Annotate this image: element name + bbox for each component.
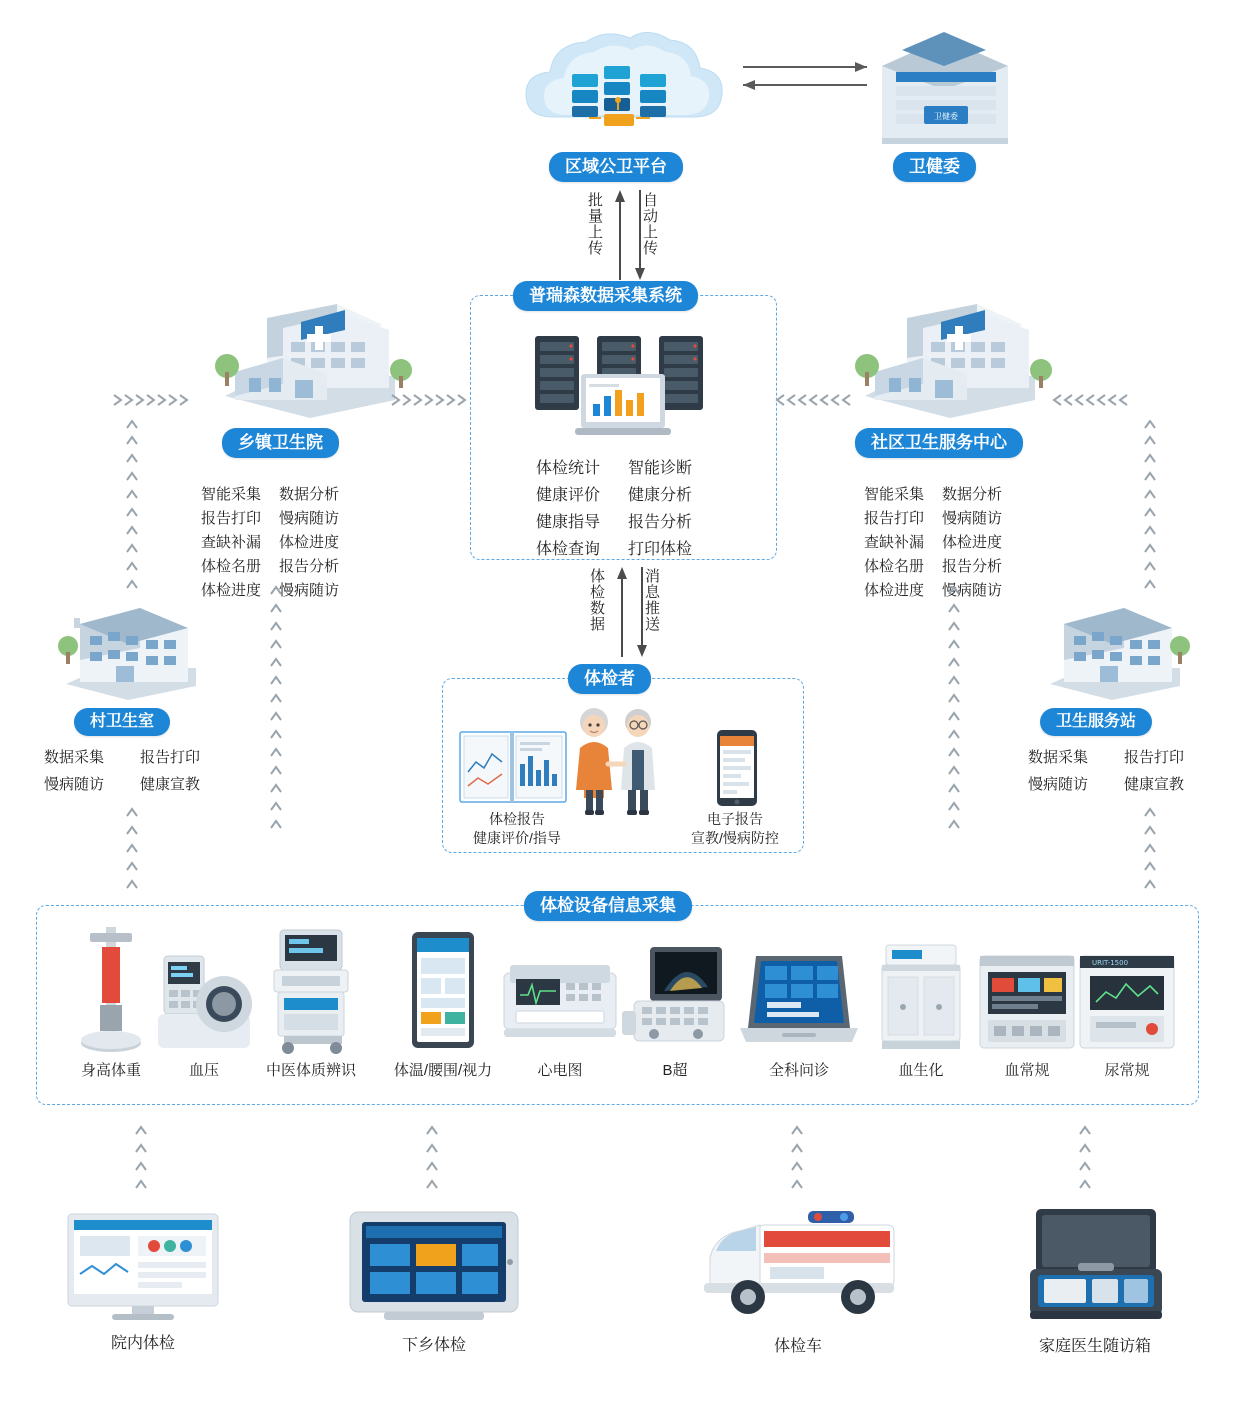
cloud-platform-icon — [508, 22, 738, 147]
device-blood-routine: 血常规 — [972, 952, 1082, 1080]
township-function-row: 报告打印 慢病随访 — [201, 510, 340, 527]
health-commission-icon — [872, 20, 1017, 148]
flow-label-message-push: 消息推送 — [643, 568, 660, 632]
node-label-village-clinic: 村卫生室 — [74, 708, 170, 736]
flow-label-exam-data: 体检数据 — [588, 568, 605, 632]
node-label-device-collection: 体检设备信息采集 — [524, 891, 692, 921]
scenario-in-hospital-exam: 院内体检 — [58, 1212, 228, 1353]
svg-text:卫健委: 卫健委 — [934, 112, 958, 121]
device-general-consultation: 全科问诊 — [734, 950, 864, 1080]
station-function-row: 慢病随访 健康宣教 — [1028, 776, 1185, 793]
flow-label-batch-upload: 批量上传 — [586, 192, 603, 256]
scenario-rural-exam: 下乡体检 — [344, 1208, 524, 1355]
flow-chevrons-vertical-far-right — [1142, 420, 1158, 590]
node-label-cloud-platform: 区域公卫平台 — [549, 152, 683, 182]
device-blood-biochemistry: 血生化 — [868, 935, 974, 1080]
mobile-report-icon — [714, 728, 760, 808]
node-label-community-center: 社区卫生服务中心 — [855, 428, 1023, 458]
device-urine-routine: URIT-1500 尿常规 — [1072, 952, 1182, 1080]
flow-chevrons-bottom-4 — [1077, 1120, 1093, 1190]
township-function-row: 体检进度 慢病随访 — [201, 582, 340, 599]
community-functions-list — [864, 483, 1020, 603]
community-function-row: 智能采集 数据分析 — [864, 486, 1003, 503]
flow-chevrons-bottom-2 — [424, 1120, 440, 1190]
flow-chevrons-left-outer — [112, 392, 192, 408]
node-label-township-hospital: 乡镇卫生院 — [222, 428, 339, 458]
node-label-service-station: 卫生服务站 — [1040, 708, 1152, 736]
device-ecg: 心电图 — [500, 955, 620, 1080]
community-center-icon — [845, 300, 1055, 420]
flow-chevrons-right-outer — [1052, 392, 1132, 408]
scenario-family-doctor-kit: 家庭医生随访箱 — [1000, 1205, 1190, 1356]
flow-chevrons-vertical-right-inner — [946, 580, 962, 830]
scenario-mobile-exam-vehicle: 体检车 — [690, 1205, 906, 1356]
report-booklet-icon — [458, 728, 568, 806]
community-function-row: 体检名册 报告分析 — [864, 558, 1003, 575]
flow-chevrons-vertical-village — [124, 800, 140, 890]
device-tcm-constitution: 中医体质辨识 — [246, 928, 376, 1080]
township-function-row: 智能采集 数据分析 — [201, 486, 340, 503]
station-functions-list — [1028, 744, 1210, 798]
community-function-row: 体检进度 慢病随访 — [864, 582, 1003, 599]
flow-chevrons-vertical-left-inner — [268, 580, 284, 830]
svg-text:URIT-1500: URIT-1500 — [1092, 959, 1129, 967]
flow-chevrons-bottom-1 — [133, 1120, 149, 1190]
village-functions-list — [44, 744, 226, 798]
device-ultrasound: B超 — [620, 945, 730, 1080]
township-function-row: 体检名册 报告分析 — [201, 558, 340, 575]
community-function-row: 报告打印 慢病随访 — [864, 510, 1003, 527]
device-temp-waist-vision: 体温/腰围/视力 — [382, 930, 504, 1080]
township-hospital-icon — [205, 300, 415, 420]
node-label-health-commission: 卫健委 — [893, 152, 976, 182]
central-function-row: 健康评价 健康分析 — [536, 487, 693, 504]
flow-chevrons-vertical-station — [1142, 800, 1158, 890]
elderly-couple-icon — [562, 704, 672, 816]
township-function-row: 查缺补漏 体检进度 — [201, 534, 340, 551]
node-label-examinee: 体检者 — [568, 664, 651, 694]
examinee-item-report: 体检报告 健康评价/指导 — [473, 811, 561, 846]
central-function-row: 体检统计 智能诊断 — [536, 460, 693, 477]
flow-chevrons-left-inner — [390, 392, 470, 408]
village-clinic-icon — [56, 588, 206, 708]
device-height-weight: 身高体重 — [56, 925, 166, 1080]
service-station-icon — [1040, 588, 1190, 708]
central-function-row: 健康指导 报告分析 — [536, 514, 693, 531]
server-laptop-icon — [527, 330, 719, 445]
village-function-row: 慢病随访 健康宣教 — [44, 776, 201, 793]
village-function-row: 数据采集 报告打印 — [44, 749, 201, 766]
flow-chevrons-bottom-3 — [789, 1120, 805, 1190]
flow-label-auto-upload: 自动上传 — [641, 192, 658, 256]
community-function-row: 查缺补漏 体检进度 — [864, 534, 1003, 551]
node-label-central-system: 普瑞森数据采集系统 — [513, 281, 698, 311]
flow-chevrons-right-inner — [775, 392, 855, 408]
station-function-row: 数据采集 报告打印 — [1028, 749, 1185, 766]
central-function-row: 体检查询 打印体检 — [536, 541, 693, 558]
central-functions-list — [536, 455, 720, 563]
examinee-item-e-report: 电子报告 宣教/慢病防控 — [691, 811, 779, 846]
cloud-commission-arrows — [735, 55, 875, 101]
device-blood-pressure: 血压 — [152, 952, 256, 1080]
flow-chevrons-vertical-far-left — [124, 420, 140, 590]
